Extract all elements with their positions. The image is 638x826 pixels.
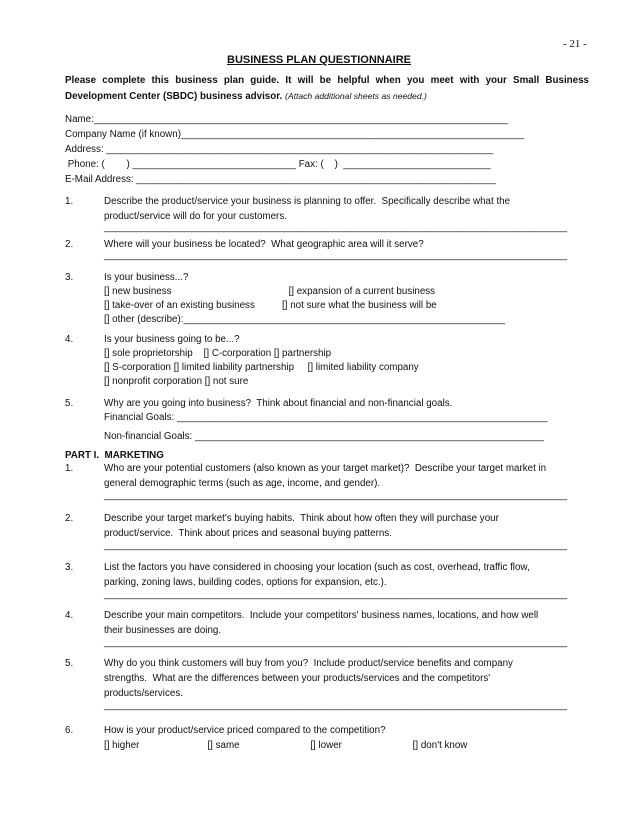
marketing-6-number: 6. (65, 725, 74, 736)
page-title: BUSINESS PLAN QUESTIONNAIRE (227, 54, 411, 66)
marketing-3-line: parking, zoning laws, building codes, options for expansion, etc.). (104, 577, 387, 588)
name-field[interactable]: Name:____________________________________________________________________________ (65, 114, 508, 125)
marketing-2-line: product/service. Think about prices and seasonal buying patterns. (104, 528, 392, 539)
marketing-3-line: List the factors you have considered in choosing your location (such as cost, overhead, traffic flow, (104, 562, 530, 573)
price-comparison-options[interactable]: [] higher [] same [] lower [] don't know (104, 740, 468, 751)
question-5-line: Why are you going into business? Think about financial and non-financial goals. (104, 398, 453, 409)
business-type-options[interactable]: [] take-over of an existing business [] not sure what the business will be (104, 300, 437, 311)
financial-goals-field[interactable]: Financial Goals: ____________________________________________________________________ (104, 412, 548, 423)
page-number: - 21 - (563, 38, 587, 50)
answer-line[interactable]: _____________________________________________________________________________________ (104, 700, 568, 711)
marketing-6-line: How is your product/service priced compared to the competition? (104, 725, 386, 736)
answer-line[interactable]: _____________________________________________________________________________________ (104, 540, 568, 551)
answer-line[interactable]: _____________________________________________________________________________________ (104, 589, 568, 600)
marketing-3-number: 3. (65, 562, 74, 573)
question-1-line: product/service will do for your customers. (104, 211, 287, 222)
question-2-number: 2. (65, 239, 74, 250)
marketing-4-line: their businesses are doing. (104, 625, 222, 636)
marketing-5-line: products/services. (104, 688, 183, 699)
legal-form-options[interactable]: [] nonprofit corporation [] not sure (104, 376, 249, 387)
address-field[interactable]: Address: _______________________________________________________________________ (65, 144, 494, 155)
answer-line[interactable]: _____________________________________________________________________________________ (104, 222, 568, 233)
question-1-number: 1. (65, 196, 74, 207)
intro-note: (Attach additional sheets as needed.) (284, 90, 427, 101)
question-3-line: Is your business...? (104, 272, 189, 283)
intro-text: Please complete this business plan guide. It will be helpful when you meet with your Small Business Development Center (SBDC) business advisor. (65, 75, 589, 102)
non-financial-goals-field[interactable]: Non-financial Goals: ________________________________________________________________ (104, 431, 544, 442)
marketing-5-line: strengths. What are the differences between your products/services and the competitors' (104, 673, 491, 684)
answer-line[interactable]: _____________________________________________________________________________________ (104, 490, 568, 501)
intro-paragraph (65, 73, 589, 104)
legal-form-options[interactable]: [] S-corporation [] limited liability partnership [] limited liability company (104, 362, 419, 373)
question-4-line: Is your business going to be...? (104, 334, 240, 345)
answer-line[interactable]: _____________________________________________________________________________________ (104, 250, 568, 261)
marketing-4-number: 4. (65, 610, 74, 621)
marketing-2-number: 2. (65, 513, 74, 524)
business-type-options[interactable]: [] new business [] expansion of a current business (104, 286, 436, 297)
question-4-number: 4. (65, 334, 74, 345)
company-name-field[interactable]: Company Name (if known)_______________________________________________________________ (65, 129, 525, 140)
answer-line[interactable]: _____________________________________________________________________________________ (104, 637, 568, 648)
marketing-4-line: Describe your main competitors. Include your competitors' business names, locations, and how well (104, 610, 539, 621)
marketing-1-line: Who are your potential customers (also known as your target market)? Describe your target market in (104, 463, 547, 474)
question-1-line: Describe the product/service your business is planning to offer. Specifically describe what the (104, 196, 511, 207)
email-field[interactable]: E-Mail Address: __________________________________________________________________ (65, 174, 496, 185)
marketing-1-number: 1. (65, 463, 74, 474)
marketing-5-line: Why do you think customers will buy from you? Include product/service benefits and company (104, 658, 513, 669)
business-type-other[interactable]: [] other (describe):___________________________________________________________ (104, 314, 505, 325)
question-5-number: 5. (65, 398, 74, 409)
phone-fax-field[interactable]: Phone: ( ) ______________________________ Fax: ( ) ___________________________ (65, 159, 491, 170)
marketing-2-line: Describe your target market's buying habits. Think about how often they will purchase your (104, 513, 499, 524)
question-3-number: 3. (65, 272, 74, 283)
legal-form-options[interactable]: [] sole proprietorship [] C-corporation [] partnership (104, 348, 332, 359)
part-1-heading: PART I. MARKETING (65, 450, 164, 461)
marketing-5-number: 5. (65, 658, 74, 669)
question-2-line: Where will your business be located? What geographic area will it serve? (104, 239, 424, 250)
marketing-1-line: general demographic terms (such as age, income, and gender). (104, 478, 381, 489)
